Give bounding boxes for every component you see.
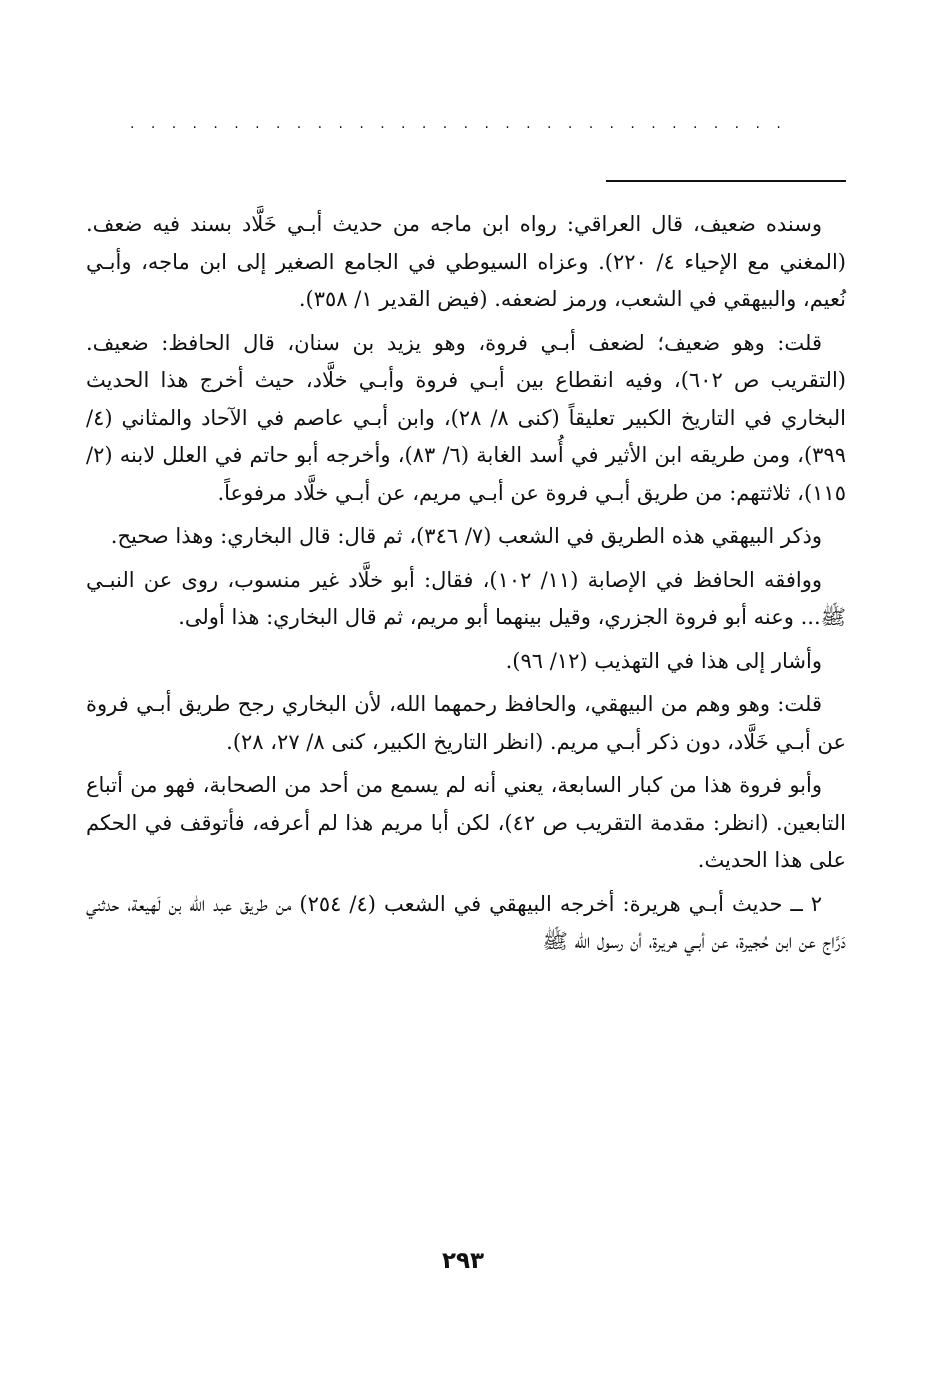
page-number: ٢٩٣: [441, 1248, 485, 1274]
paragraph-6: قلت: وهو وهم من البيهقي، والحافظ رحمهما الله، لأن البخاري رجح طريق أبـي فروة عن أبـي خَلَّاد، دون ذكر أبـي مريم. (انظر التاريخ الكبير، كنى ٨/ ٢٧، ٢٨).: [86, 692, 846, 754]
dotted-separator: ................................: [130, 118, 798, 130]
footnote-divider: [606, 180, 846, 182]
footnote-text: [86, 206, 846, 967]
paragraph-3: وذكر البيهقي هذه الطريق في الشعب (٧/ ٣٤٦)، ثم قال: قال البخاري: وهذا صحيح.: [110, 524, 822, 548]
paragraph-7: وأبو فروة هذا من كبار السابعة، يعني أنه لم يسمع من أحد من الصحابة، فهو من أتباع التابعين. (انظر: مقدمة التقريب ص ٤٢)، لكن أبا مريم هذا لم أعرفه، فأتوقف في الحكم على هذا الحديث.: [86, 773, 846, 872]
paragraph-1: وسنده ضعيف، قال العراقي: رواه ابن ماجه من حديث أبـي خَلَّاد بسند فيه ضعف. (المغني مع الإحياء ٤/ ٢٢٠). وعزاه السيوطي في الجامع الصغير إلى ابن ماجه، وأبـي نُعيم، والبيهقي في الشعب، ورمز لضعفه. (فيض القدير ١/ ٣٥٨).: [86, 212, 846, 311]
paragraph-4: ووافقه الحافظ في الإصابة (١١/ ١٠٢)، فقال: أبو خلَّاد غير منسوب، روى عن النبـي ﷺ... وعنه أبو فروة الجزري، وقيل بينهما أبو مريم، ثم قال البخاري: هذا أولى.: [86, 567, 846, 629]
paragraph-2: قلت: وهو ضعيف؛ لضعف أبـي فروة، وهو يزيد بن سنان، قال الحافظ: ضعيف. (التقريب ص ٦٠٢)، وفيه انقطاع بين أبـي فروة وأبـي خلَّاد، حيث أخرج هذا الحديث البخاري في التاريخ الكبير تعليقاً (كنى ٨/ ٢٨)، وابن أبـي عاصم في الآحاد والمثاني (٤/ ٣٩٩)، ومن طريقه ابن الأثير في أُسد الغابة (٦/ ٨٣)، وأخرجه أبو حاتم في العلل لابنه (٢/ ١١٥)، ثلاثتهم: من طريق أبـي فروة عن أبـي مريم، عن أبـي خلَّاد مرفوعاً.: [86, 330, 846, 505]
paragraph-8: ٢ ــ حديث أبـي هريرة: أخرجه البيهقي في الشعب (٤/ ٢٥٤) من طريق عبد الله بن لَهيعة، حدثني دَرَّاج عن ابن حُجيرة، عن أبـي هريرة، أن رسول الله ﷺ: [86, 891, 846, 953]
paragraph-5: وأشار إلى هذا في التهذيب (١٢/ ٩٦).: [505, 648, 822, 673]
